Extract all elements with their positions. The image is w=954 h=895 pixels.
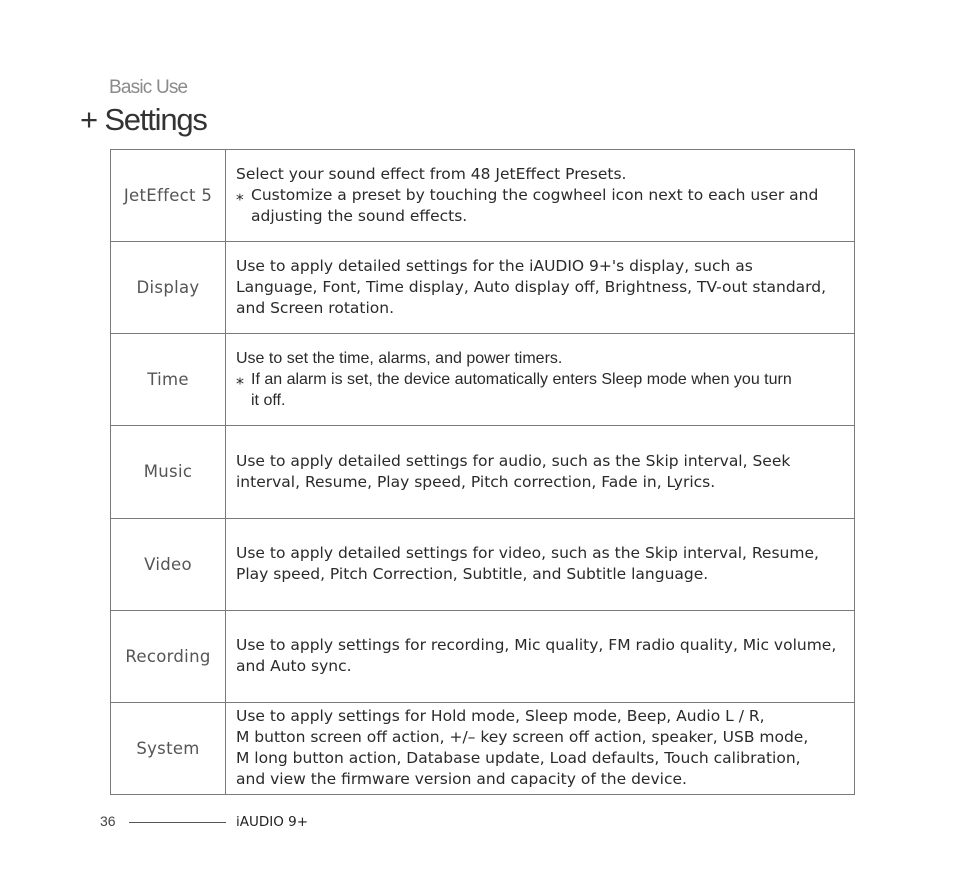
description-line: Use to apply detailed settings for audio, such as the Skip interval, Seek (236, 451, 791, 470)
section-label: Basic Use (109, 77, 188, 98)
setting-name: Recording (111, 610, 226, 702)
setting-description (226, 610, 855, 702)
description-line: Select your sound effect from 48 JetEffect Presets. (236, 165, 627, 184)
table-row (111, 242, 855, 334)
settings-table (110, 149, 855, 795)
table-row (111, 702, 855, 794)
table-row (111, 150, 855, 242)
setting-name: Music (111, 426, 226, 518)
setting-description (226, 242, 855, 334)
note-line: If an alarm is set, the device automatically enters Sleep mode when you turn (251, 371, 792, 389)
note-text (251, 185, 818, 227)
description-line: and Screen rotation. (236, 299, 395, 318)
setting-name: Time (111, 334, 226, 426)
asterisk-icon: ⁎ (236, 371, 244, 389)
setting-name: Display (111, 242, 226, 334)
description-line: Use to apply detailed settings for the iAUDIO 9+'s display, such as (236, 257, 753, 276)
description-line: Use to apply settings for Hold mode, Sleep mode, Beep, Audio L / R, (236, 707, 765, 726)
page-number: 36 (100, 813, 116, 829)
description-line: M long button action, Database update, Load defaults, Touch calibration, (236, 749, 801, 768)
setting-description (226, 150, 855, 242)
setting-name: Video (111, 518, 226, 610)
description-line: Use to apply settings for recording, Mic quality, FM radio quality, Mic volume, (236, 636, 837, 655)
description-line: Language, Font, Time display, Auto display off, Brightness, TV-out standard, (236, 278, 827, 297)
table-row (111, 426, 855, 518)
footer-divider (129, 822, 226, 823)
setting-description (226, 334, 855, 426)
note-text (251, 369, 792, 411)
description-line: Use to set the time, alarms, and power timers. (236, 350, 563, 368)
note (236, 185, 844, 227)
setting-description (226, 426, 855, 518)
description-line: and view the firmware version and capacity of the device. (236, 770, 687, 789)
description-line: M button screen off action, +/– key screen off action, speaker, USB mode, (236, 728, 809, 747)
setting-description (226, 518, 855, 610)
table-row (111, 518, 855, 610)
setting-name: JetEffect 5 (111, 150, 226, 242)
note-line: Customize a preset by touching the cogwheel icon next to each user and (251, 186, 819, 205)
setting-description (226, 702, 855, 794)
asterisk-icon: ⁎ (236, 186, 244, 205)
setting-name: System (111, 702, 226, 794)
description-line: and Auto sync. (236, 657, 352, 676)
note (236, 369, 844, 411)
description-line: Play speed, Pitch Correction, Subtitle, and Subtitle language. (236, 565, 709, 584)
description-line: Use to apply detailed settings for video, such as the Skip interval, Resume, (236, 544, 819, 563)
note-line: adjusting the sound effects. (251, 207, 468, 226)
table-row (111, 610, 855, 702)
note-line: it off. (251, 392, 286, 410)
footer-brand: iAUDIO 9+ (236, 814, 309, 830)
table-row (111, 334, 855, 426)
description-line: interval, Resume, Play speed, Pitch correction, Fade in, Lyrics. (236, 472, 716, 491)
page-title: + Settings (80, 102, 207, 137)
